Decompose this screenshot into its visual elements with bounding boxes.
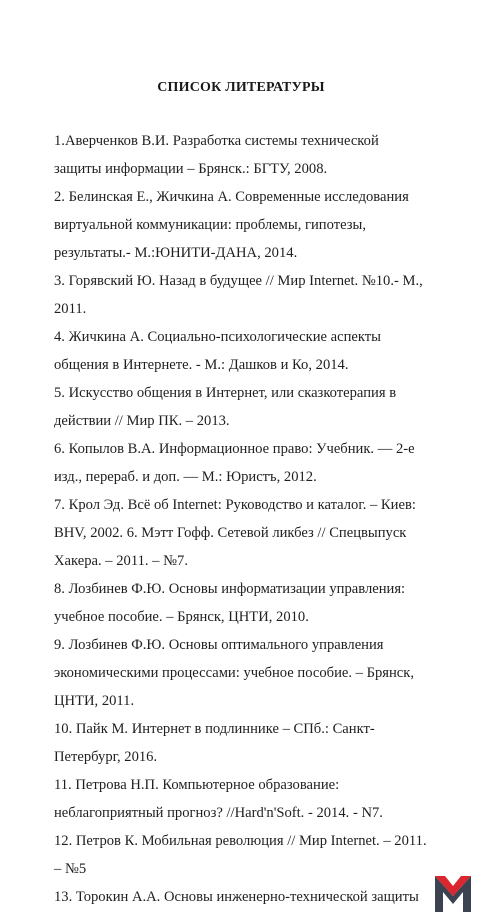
reference-line: 7. Крол Эд. Всё об Internet: Руководство и каталог. – Киев:: [54, 497, 416, 513]
reference-line: 9. Лозбинев Ф.Ю. Основы оптимального управления: [54, 637, 384, 653]
m-logo-icon: [429, 868, 477, 916]
reference-line: результаты.- М.:ЮНИТИ-ДАНА, 2014.: [54, 245, 298, 261]
reference-line: 11. Петрова Н.П. Компьютерное образование:: [54, 777, 340, 793]
reference-line: защиты информации – Брянск.: БГТУ, 2008.: [54, 161, 328, 177]
reference-line: экономическими процессами: учебное пособие. – Брянск,: [54, 665, 415, 681]
reference-line: виртуальной коммуникации: проблемы, гипотезы,: [54, 217, 366, 233]
reference-line: 8. Лозбинев Ф.Ю. Основы информатизации управления:: [54, 581, 406, 597]
reference-line: ЦНТИ, 2011.: [54, 693, 135, 709]
reference-line: изд., перераб. и доп. — М.: Юристъ, 2012.: [54, 469, 317, 485]
reference-line: 6. Копылов В.А. Информационное право: Учебник. — 2-е: [54, 441, 415, 457]
reference-line: 4. Жичкина А. Социально-психологические аспекты: [54, 329, 381, 345]
reference-line: общения в Интернете. - М.: Дашков и Ко, 2014.: [54, 357, 349, 373]
reference-line: учебное пособие. – Брянск, ЦНТИ, 2010.: [54, 609, 309, 625]
reference-line: 2. Белинская Е., Жичкина А. Современные исследования: [54, 189, 409, 205]
reference-line: BHV, 2002. 6. Мэтт Гофф. Сетевой ликбез // Спецвыпуск: [54, 525, 407, 541]
reference-line: Хакера. – 2011. – №7.: [54, 553, 188, 569]
reference-line: 1.Аверченков В.И. Разработка системы технической: [54, 133, 379, 149]
reference-line: действии // Мир ПК. – 2013.: [54, 413, 230, 429]
reference-line: 10. Пайк М. Интернет в подлиннике – СПб.: Санкт-: [54, 721, 375, 737]
reference-line: 3. Горявский Ю. Назад в будущее // Мир Internet. №10.- М.,: [54, 273, 423, 289]
reference-line: 5. Искусство общения в Интернет, или сказкотерапия в: [54, 385, 397, 401]
reference-line: – №5: [54, 861, 87, 877]
reference-line: неблагоприятный прогноз? //Hard'n'Soft. - 2014. - N7.: [54, 805, 383, 821]
reference-line: 12. Петров К. Мобильная революция // Мир Internet. – 2011.: [54, 833, 427, 849]
reference-line: 13. Торокин А.А. Основы инженерно-технической защиты: [54, 889, 419, 905]
page-title: СПИСОК ЛИТЕРАТУРЫ: [157, 80, 325, 95]
reference-line: Петербург, 2016.: [54, 749, 158, 765]
reference-line: 2011.: [54, 301, 87, 317]
